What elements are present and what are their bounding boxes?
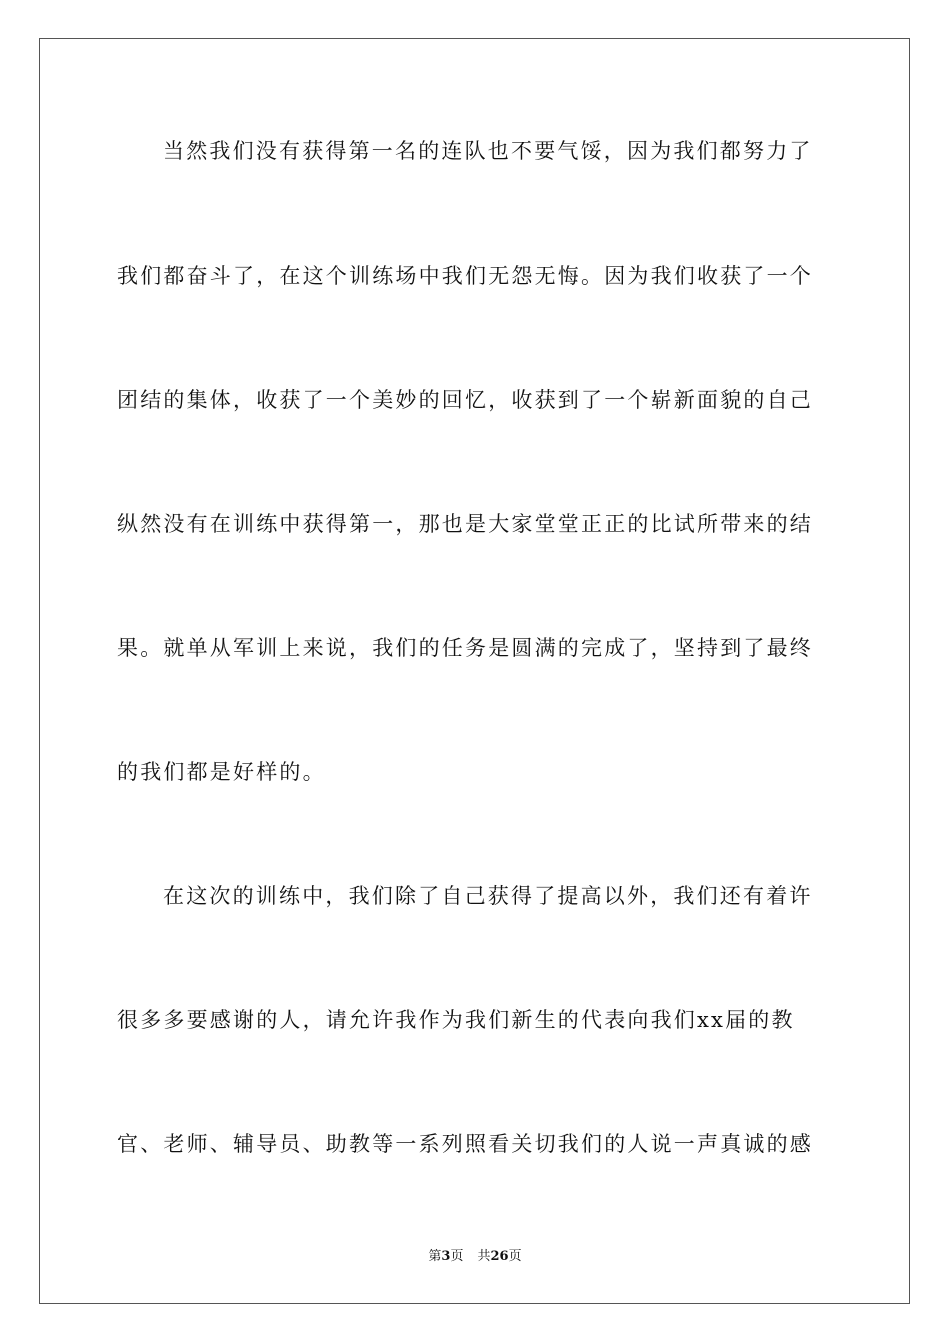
page-prefix: 第 xyxy=(428,1249,442,1264)
page-footer xyxy=(0,1248,950,1266)
paragraph-1-line-5: 果。就单从军训上来说，我们的任务是圆满的完成了，坚持到了最终 xyxy=(117,636,813,660)
total-pages: 26 xyxy=(490,1249,509,1264)
total-prefix: 共 xyxy=(477,1249,491,1264)
page-suffix: 页 xyxy=(450,1249,464,1264)
paragraph-1-line-2: 我们都奋斗了，在这个训练场中我们无怨无悔。因为我们收获了一个 xyxy=(117,264,813,288)
paragraph-1-line-3: 团结的集体，收获了一个美妙的回忆，收获到了一个崭新面貌的自己 xyxy=(117,388,813,412)
page-number: 3 xyxy=(441,1249,451,1264)
paragraph-2-line-3: 官、老师、辅导员、助教等一系列照看关切我们的人说一声真诚的感 xyxy=(117,1132,813,1156)
paragraph-1-line-4: 纵然没有在训练中获得第一，那也是大家堂堂正正的比试所带来的结 xyxy=(117,512,813,536)
page-border xyxy=(39,38,910,1304)
total-suffix: 页 xyxy=(508,1249,522,1264)
paragraph-1-line-1: 当然我们没有获得第一名的连队也不要气馁，因为我们都努力了 xyxy=(163,139,813,163)
paragraph-1-line-6: 的我们都是好样的。 xyxy=(117,760,326,784)
paragraph-2-line-1: 在这次的训练中，我们除了自己获得了提高以外，我们还有着许 xyxy=(163,884,813,908)
paragraph-2-line-2: 很多多要感谢的人，请允许我作为我们新生的代表向我们xx届的教 xyxy=(117,1008,795,1032)
